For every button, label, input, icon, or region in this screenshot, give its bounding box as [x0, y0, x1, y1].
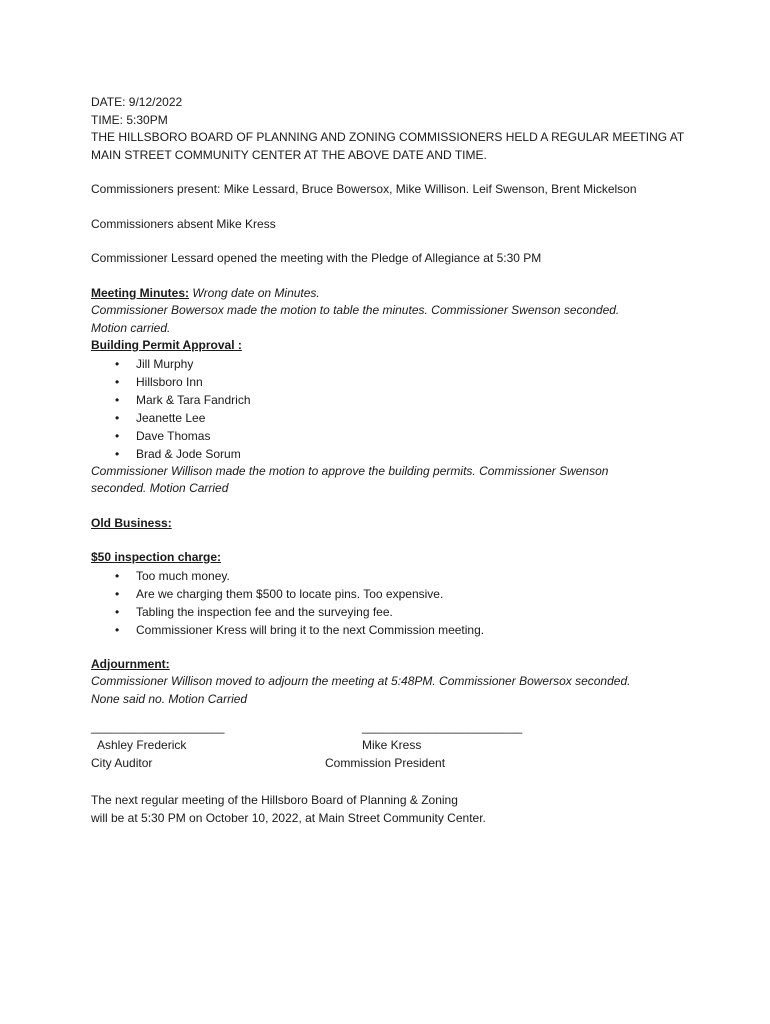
bullet-icon: •	[115, 586, 120, 601]
opening-statement: Commissioner Lessard opened the meeting with the Pledge of Allegiance at 5:30 PM	[91, 251, 542, 265]
meeting-time: TIME: 5:30PM	[91, 112, 168, 127]
bullet-icon: •	[115, 356, 120, 371]
bullet-icon: •	[115, 428, 120, 443]
list-item	[91, 355, 691, 373]
adjournment-text-2: None said no. Motion Carried	[91, 691, 248, 706]
permit-name: Brad & Jode Sorum	[136, 446, 241, 461]
list-item	[91, 603, 691, 621]
permit-name: Jeanette Lee	[136, 410, 206, 425]
permit-name: Jill Murphy	[136, 356, 194, 371]
inspection-item: Too much money.	[136, 568, 230, 583]
list-item	[91, 409, 691, 427]
minutes-heading-line	[91, 285, 691, 303]
bullet-icon: •	[115, 446, 120, 461]
old-business-heading: Old Business:	[91, 515, 172, 530]
list-item	[91, 427, 691, 445]
inspection-item: Tabling the inspection fee and the surveying fee.	[136, 604, 393, 619]
permits-list	[91, 355, 691, 463]
permit-name: Dave Thomas	[136, 428, 211, 443]
adjournment-heading: Adjournment:	[91, 656, 170, 671]
bullet-icon: •	[115, 392, 120, 407]
minutes-note: Wrong date on Minutes.	[192, 285, 320, 300]
permit-name: Mark & Tara Fandrich	[136, 392, 251, 407]
permits-heading: Building Permit Approval :	[91, 338, 242, 352]
intro-line-1: THE HILLSBORO BOARD OF PLANNING AND ZONING COMMISSIONERS HELD A REGULAR MEETING AT	[91, 130, 685, 144]
bullet-icon: •	[115, 622, 120, 637]
president-title: Commission President	[325, 756, 446, 770]
bullet-icon: •	[115, 410, 120, 425]
next-meeting-line-1: The next regular meeting of the Hillsboro Board of Planning & Zoning	[91, 793, 458, 807]
list-item	[91, 567, 691, 585]
permits-motion-2: seconded. Motion Carried	[91, 481, 229, 495]
auditor-name: Ashley Frederick	[97, 738, 187, 752]
bullet-icon: •	[115, 604, 120, 619]
inspection-item: Are we charging them $500 to locate pins. Too expensive.	[136, 586, 444, 601]
auditor-title: City Auditor	[91, 756, 153, 770]
minutes-motion-1: Commissioner Bowersox made the motion to table the minutes. Commissioner Swenson seconded.	[91, 303, 620, 317]
signature-line-right: ________________________	[362, 720, 523, 734]
inspection-item: Commissioner Kress will bring it to the next Commission meeting.	[136, 622, 485, 637]
minutes-heading: Meeting Minutes	[91, 285, 186, 300]
meeting-date: DATE: 9/12/2022	[91, 95, 183, 109]
list-item	[91, 585, 691, 603]
commissioners-present: Commissioners present: Mike Lessard, Bruce Bowersox, Mike Willison. Leif Swenson, Brent Mickelson	[91, 182, 637, 196]
inspection-list	[91, 567, 691, 639]
signature-block	[91, 719, 691, 775]
permit-name: Hillsboro Inn	[136, 374, 203, 389]
list-item	[91, 373, 691, 391]
commissioners-absent: Commissioners absent Mike Kress	[91, 216, 276, 231]
bullet-icon: •	[115, 374, 120, 389]
minutes-heading-sep: :	[185, 285, 190, 300]
list-item	[91, 445, 691, 463]
adjournment-text-1: Commissioner Willison moved to adjourn the meeting at 5:48PM. Commissioner Bowersox seconded.	[91, 674, 631, 688]
minutes-motion-2: Motion carried.	[91, 320, 171, 335]
inspection-heading: $50 inspection charge:	[91, 550, 222, 564]
signature-line-left: ____________________	[91, 720, 225, 734]
bullet-icon: •	[115, 568, 120, 583]
list-item	[91, 391, 691, 409]
list-item	[91, 621, 691, 639]
president-name: Mike Kress	[362, 738, 422, 752]
intro-line-2: MAIN STREET COMMUNITY CENTER AT THE ABOVE DATE AND TIME.	[91, 147, 487, 162]
meeting-minutes-document	[91, 94, 691, 827]
permits-motion-1: Commissioner Willison made the motion to approve the building permits. Commissioner Swenson	[91, 463, 609, 478]
next-meeting-line-2: will be at 5:30 PM on October 10, 2022, at Main Street Community Center.	[91, 810, 486, 825]
